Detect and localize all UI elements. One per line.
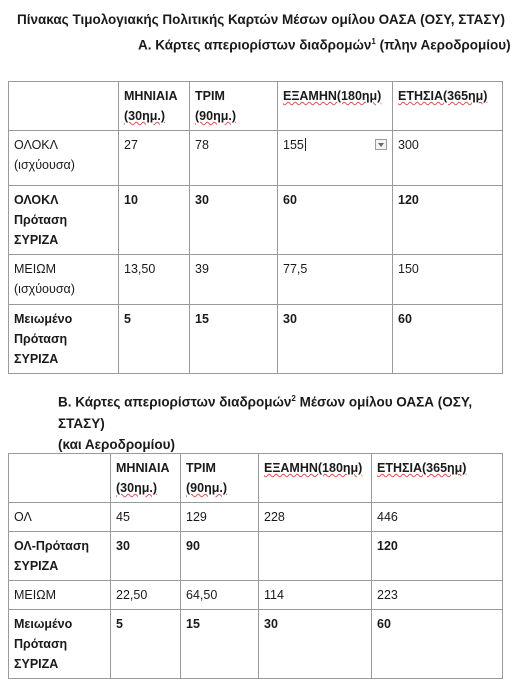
value-cell[interactable]: 45 bbox=[111, 503, 181, 532]
row-label: ΣΥΡΙΖΑ bbox=[14, 657, 59, 671]
header-monthly[interactable] bbox=[119, 82, 190, 131]
table-row bbox=[9, 503, 503, 532]
table-row bbox=[9, 131, 503, 186]
value-cell[interactable]: 27 bbox=[119, 131, 190, 186]
header-label: ΕΤΗΣΙΑ(365ημ) bbox=[377, 461, 467, 475]
header-label: ΕΞΑΜΗΝ(180ημ) bbox=[264, 461, 363, 475]
value-cell[interactable]: 15 bbox=[190, 305, 278, 374]
header-label: (30ημ.) bbox=[116, 481, 157, 495]
row-label: ΟΛΟΚΛ bbox=[14, 138, 58, 152]
row-label: Μειωμένο bbox=[14, 312, 73, 326]
value-cell[interactable]: 120 bbox=[393, 186, 503, 255]
value-cell[interactable]: 64,50 bbox=[181, 581, 259, 610]
table-row bbox=[9, 255, 503, 305]
value-cell[interactable]: 39 bbox=[190, 255, 278, 305]
value-cell[interactable] bbox=[259, 532, 372, 581]
header-empty-cell[interactable] bbox=[9, 454, 111, 503]
value-cell[interactable]: 114 bbox=[259, 581, 372, 610]
section-b-heading-text: Β. Κάρτες απεριορίστων διαδρομών bbox=[58, 394, 292, 410]
table-row bbox=[9, 532, 503, 581]
row-label: ΟΛ-Πρόταση bbox=[14, 539, 90, 553]
header-annual[interactable] bbox=[372, 454, 503, 503]
row-label-cell[interactable] bbox=[9, 186, 119, 255]
value-cell[interactable]: 60 bbox=[278, 186, 393, 255]
row-label-cell[interactable] bbox=[9, 305, 119, 374]
fares-table-a bbox=[8, 81, 503, 374]
row-label-cell[interactable] bbox=[9, 532, 111, 581]
table-row bbox=[9, 186, 503, 255]
header-label: (30ημ.) bbox=[124, 109, 165, 123]
row-label: Πρόταση bbox=[14, 332, 68, 346]
header-label: (90ημ.) bbox=[186, 481, 227, 495]
row-label: ΟΛΟΚΛ bbox=[14, 193, 59, 207]
row-label: ΜΕΙΩΜ bbox=[14, 588, 56, 602]
section-a-heading-tail: (πλην Αεροδρομίου) bbox=[375, 37, 511, 53]
row-label: ΣΥΡΙΖΑ bbox=[14, 352, 59, 366]
value-cell[interactable]: 228 bbox=[259, 503, 372, 532]
value-cell[interactable]: 10 bbox=[119, 186, 190, 255]
row-label: Πρόταση bbox=[14, 637, 68, 651]
row-label: Μειωμένο bbox=[14, 617, 73, 631]
text-cursor bbox=[305, 138, 306, 151]
table-header-row bbox=[9, 454, 503, 503]
section-b-heading bbox=[58, 388, 522, 455]
header-quarterly[interactable] bbox=[190, 82, 278, 131]
row-label: Πρόταση bbox=[14, 213, 68, 227]
section-b-heading-tail: Μέσων ομίλου ΟΑΣΑ (ΟΣΥ, ΣΤΑΣΥ) bbox=[58, 394, 473, 431]
section-a-heading bbox=[138, 37, 511, 53]
row-label: ΟΛ bbox=[14, 510, 32, 524]
section-a-heading-text: Α. Κάρτες απεριορίστων διαδρομών bbox=[138, 37, 372, 53]
table-header-row bbox=[9, 82, 503, 131]
section-b-footnote-marker: 2 bbox=[291, 394, 296, 403]
row-label: ΣΥΡΙΖΑ bbox=[14, 233, 59, 247]
table-row bbox=[9, 610, 503, 679]
value-cell[interactable]: 78 bbox=[190, 131, 278, 186]
table-row bbox=[9, 305, 503, 374]
value-cell[interactable]: 90 bbox=[181, 532, 259, 581]
header-label: ΤΡΙΜ bbox=[186, 461, 216, 475]
header-label: ΕΞΑΜΗΝ(180ημ) bbox=[283, 89, 382, 103]
value-cell-active[interactable] bbox=[278, 131, 393, 186]
section-b-heading-line2: (και Αεροδρομίου) bbox=[58, 436, 176, 452]
value-cell[interactable]: 223 bbox=[372, 581, 503, 610]
value-cell[interactable]: 30 bbox=[278, 305, 393, 374]
header-annual[interactable] bbox=[393, 82, 503, 131]
row-label-cell[interactable] bbox=[9, 131, 119, 186]
row-label: ΣΥΡΙΖΑ bbox=[14, 559, 59, 573]
value-cell[interactable]: 30 bbox=[259, 610, 372, 679]
value-cell[interactable]: 30 bbox=[111, 532, 181, 581]
dropdown-arrow-icon[interactable] bbox=[375, 139, 387, 150]
row-label-cell[interactable] bbox=[9, 503, 111, 532]
value-cell[interactable]: 446 bbox=[372, 503, 503, 532]
fares-table-b bbox=[8, 453, 503, 679]
value-cell[interactable]: 13,50 bbox=[119, 255, 190, 305]
value-cell[interactable]: 300 bbox=[393, 131, 503, 186]
row-label: (ισχύουσα) bbox=[14, 158, 75, 172]
header-label: (90ημ.) bbox=[195, 109, 236, 123]
header-monthly[interactable] bbox=[111, 454, 181, 503]
value-cell[interactable]: 5 bbox=[119, 305, 190, 374]
value-cell[interactable]: 5 bbox=[111, 610, 181, 679]
header-label: ΜΗΝΙΑΙΑ bbox=[116, 461, 170, 475]
value-cell[interactable]: 60 bbox=[372, 610, 503, 679]
row-label-cell[interactable] bbox=[9, 581, 111, 610]
header-semiannual[interactable] bbox=[278, 82, 393, 131]
table-row bbox=[9, 581, 503, 610]
section-a-footnote-marker: 1 bbox=[371, 37, 376, 46]
document-title: Πίνακας Τιμολογιακής Πολιτικής Καρτών Μέσων ομίλου ΟΑΣΑ (ΟΣΥ, ΣΤΑΣΥ) bbox=[16, 12, 505, 27]
row-label-cell[interactable] bbox=[9, 610, 111, 679]
header-empty-cell[interactable] bbox=[9, 82, 119, 131]
header-semiannual[interactable] bbox=[259, 454, 372, 503]
header-label: ΕΤΗΣΙΑ(365ημ) bbox=[398, 89, 488, 103]
value-cell[interactable]: 129 bbox=[181, 503, 259, 532]
value-cell[interactable]: 60 bbox=[393, 305, 503, 374]
value-cell[interactable]: 120 bbox=[372, 532, 503, 581]
value-cell[interactable]: 30 bbox=[190, 186, 278, 255]
value-cell[interactable]: 150 bbox=[393, 255, 503, 305]
cell-value: 155 bbox=[283, 138, 304, 152]
header-label: ΜΗΝΙΑΙΑ bbox=[124, 89, 178, 103]
value-cell[interactable]: 77,5 bbox=[278, 255, 393, 305]
value-cell[interactable]: 22,50 bbox=[111, 581, 181, 610]
row-label-cell[interactable] bbox=[9, 255, 119, 305]
header-label: ΤΡΙΜ bbox=[195, 89, 225, 103]
value-cell[interactable]: 15 bbox=[181, 610, 259, 679]
row-label: ΜΕΙΩΜ bbox=[14, 262, 56, 276]
row-label: (ισχύουσα) bbox=[14, 282, 75, 296]
header-quarterly[interactable] bbox=[181, 454, 259, 503]
